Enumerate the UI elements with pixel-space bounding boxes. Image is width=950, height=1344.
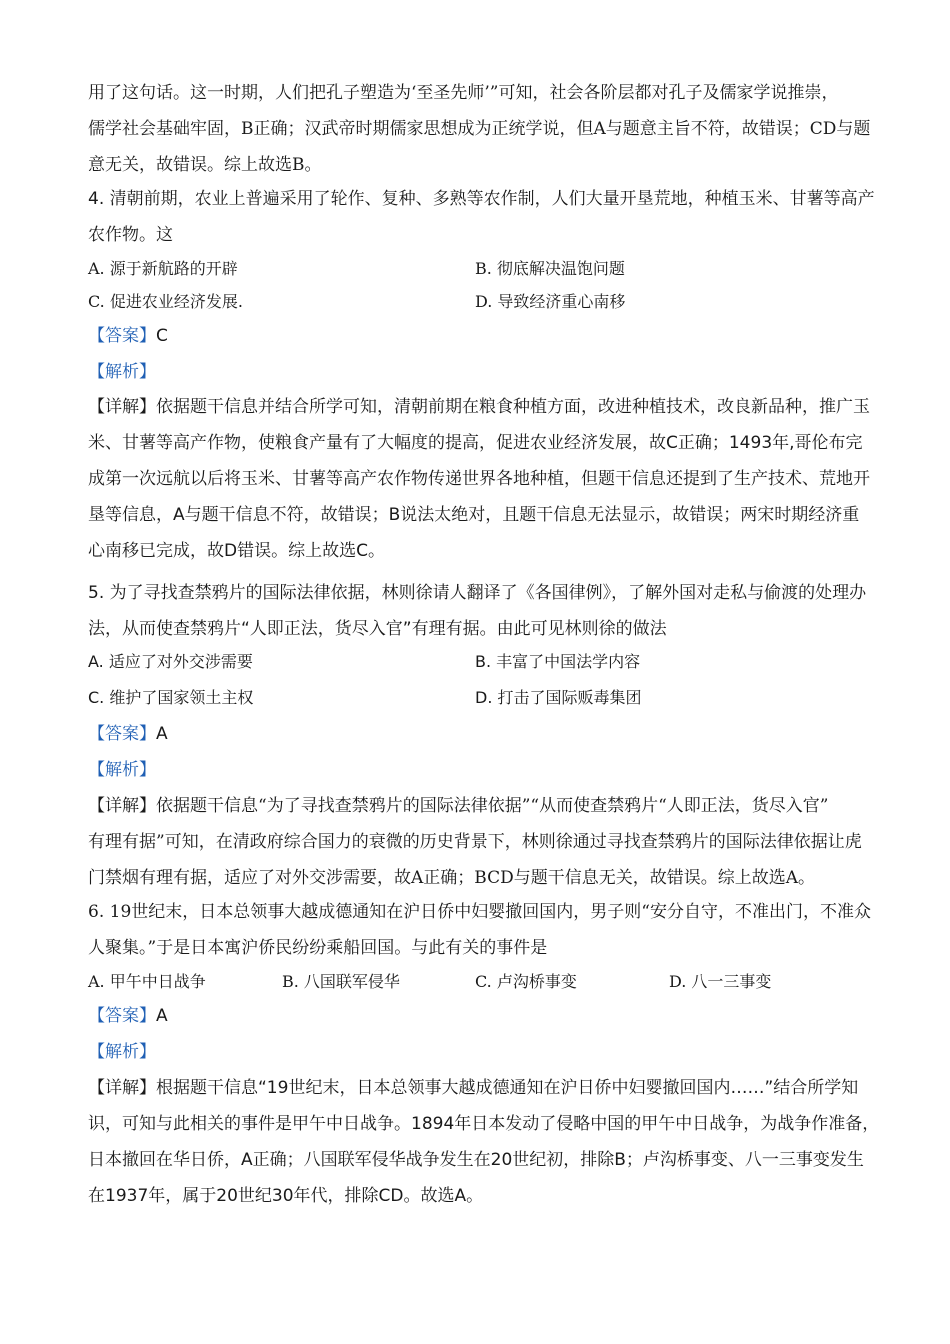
q4-option-d: D. 导致经济重心南移: [475, 292, 626, 311]
answer-tag: 【答案】: [88, 724, 156, 744]
q6-detail-line: 在1937年，属于20世纪30年代，排除CD。故选A。: [88, 1186, 484, 1206]
answer-tag: 【答案】: [88, 326, 156, 346]
q4-option-b: B. 彻底解决温饱问题: [475, 259, 625, 278]
q5-option-d: D. 打击了国际贩毒集团: [475, 688, 642, 707]
q5-detail-line: 有理有据”可知，在清政府综合国力的衰微的历史背景下，林则徐通过寻找查禁鸦片的国际法律依据让虎: [88, 832, 862, 852]
q5-option-a: A. 适应了对外交涉需要: [88, 652, 253, 671]
q6-stem: 6. 19世纪末，日本总领事大越成德通知在沪日侨中妇婴撤回国内，男子则“安分自守，不准出门，不准众: [88, 902, 871, 922]
answer-tag: 【答案】: [88, 1006, 156, 1026]
q5-detail-line: 门禁烟有理有据，适应了对外交涉需要，故A正确；BCD与题干信息无关，故错误。综上故选A。: [88, 868, 815, 888]
detail-text: 根据题干信息“19世纪末，日本总领事大越成德通知在沪日侨中妇婴撤回国内……”结合所学知: [156, 1078, 859, 1098]
q6-answer: [88, 1003, 168, 1029]
q4-detail-line: 成第一次远航以后将玉米、甘薯等高产农作物传递世界各地种植，但题干信息还提到了生产技术、荒地开: [88, 469, 870, 489]
answer-value: C: [156, 326, 168, 346]
q5-analysis-tag: 【解析】: [88, 760, 156, 780]
detail-tag: 【详解】: [88, 1078, 156, 1098]
q4-detail-line: 米、甘薯等高产作物，使粮食产量有了大幅度的提高，促进农业经济发展，故C正确；1493年,哥伦布完: [88, 433, 863, 453]
q6-detail-line: 日本撤回在华日侨，A正确；八国联军侵华战争发生在20世纪初，排除B；卢沟桥事变、八一三事变发生: [88, 1150, 864, 1170]
q4-option-c: C. 促进农业经济发展.: [88, 292, 243, 311]
q5-option-b: B. 丰富了中国法学内容: [475, 652, 641, 671]
prev-analysis-line: 儒学社会基础牢固，B正确；汉武帝时期儒家思想成为正统学说，但A与题意主旨不符，故错误；CD与题: [88, 119, 871, 139]
q6-detail: [88, 1075, 858, 1101]
q5-stem: 法，从而使查禁鸦片“人即正法，货尽入官”有理有据。由此可见林则徐的做法: [88, 619, 667, 639]
q4-stem: 4. 清朝前期，农业上普遍采用了轮作、复种、多熟等农作制，人们大量开垦荒地，种植玉米、甘薯等高产: [88, 189, 875, 209]
prev-analysis-line: 用了这句话。这一时期，人们把孔子塑造为‘至圣先师’”可知，社会各阶层都对孔子及儒家学说推崇，: [88, 83, 839, 103]
q5-answer: [88, 721, 168, 747]
detail-text: 依据题干信息“为了寻找查禁鸦片的国际法律依据”“从而使查禁鸦片“人即正法，货尽入官”: [156, 796, 829, 816]
q4-detail-line: 心南移已完成，故D错误。综上故选C。: [88, 541, 385, 561]
detail-text: 依据题干信息并结合所学可知，清朝前期在粮食种植方面，改进种植技术，改良新品种，推广玉: [156, 397, 870, 417]
q4-detail-line: 垦等信息，A与题干信息不符，故错误；B说法太绝对，且题干信息无法显示，故错误；两宋时期经济重: [88, 505, 860, 525]
answer-value: A: [156, 724, 168, 744]
q4-answer: [88, 323, 168, 349]
answer-value: A: [156, 1006, 168, 1026]
q4-detail: [88, 394, 870, 420]
q5-option-c: C. 维护了国家领土主权: [88, 688, 254, 707]
q6-option-b: B. 八国联军侵华: [282, 972, 400, 991]
q6-option-d: D. 八一三事变: [669, 972, 772, 991]
q5-stem: 5. 为了寻找查禁鸦片的国际法律依据，林则徐请人翻译了《各国律例》，了解外国对走私与偷渡的处理办: [88, 583, 867, 603]
q4-option-a: A. 源于新航路的开辟: [88, 259, 238, 278]
detail-tag: 【详解】: [88, 796, 156, 816]
q6-option-c: C. 卢沟桥事变: [475, 972, 577, 991]
q6-detail-line: 识，可知与此相关的事件是甲午中日战争。1894年日本发动了侵略中国的甲午中日战争，为战争作准备，: [88, 1114, 880, 1134]
q4-analysis-tag: 【解析】: [88, 362, 156, 382]
q5-detail: [88, 793, 828, 819]
q4-stem: 农作物。这: [88, 225, 173, 245]
q6-stem: 人聚集。”于是日本寓沪侨民纷纷乘船回国。与此有关的事件是: [88, 938, 548, 958]
q6-option-a: A. 甲午中日战争: [88, 972, 206, 991]
prev-analysis-line: 意无关，故错误。综上故选B。: [88, 155, 322, 175]
detail-tag: 【详解】: [88, 397, 156, 417]
q6-analysis-tag: 【解析】: [88, 1042, 156, 1062]
